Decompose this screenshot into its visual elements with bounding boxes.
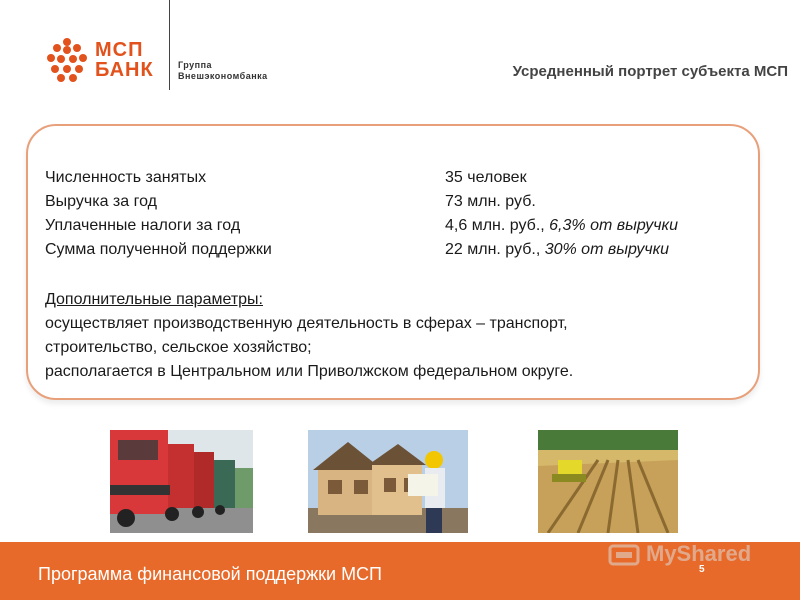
extra-line: строительство, сельское хозяйство; — [45, 339, 312, 356]
logo-line-2: БАНК — [95, 59, 154, 81]
row-value: 22 млн. руб., 30% от выручки — [445, 241, 670, 258]
extra-title: Дополнительные параметры: — [45, 291, 263, 308]
group-line-1: Группа — [178, 60, 213, 70]
row-value: 35 человек — [445, 169, 527, 186]
footer-text: Программа финансовой поддержки МСП — [38, 564, 382, 584]
slide-title: Усредненный портрет субъекта МСП — [512, 63, 788, 80]
row-label: Уплаченные налоги за год — [45, 217, 241, 234]
logo-wordmark — [95, 40, 154, 80]
row-value: 73 млн. руб. — [445, 193, 536, 210]
slide-header — [0, 0, 800, 120]
harvest-field-photo — [538, 430, 678, 533]
msp-bank-logo-icon — [45, 36, 89, 86]
trucks-photo — [110, 430, 253, 533]
logo-line-1: МСП — [95, 39, 144, 61]
watermark-icon — [608, 542, 642, 568]
watermark — [608, 540, 768, 570]
row-label: Сумма полученной поддержки — [45, 241, 272, 258]
row-label: Выручка за год — [45, 193, 157, 210]
extra-line: осуществляет производственную деятельность в сферах – транспорт, — [45, 315, 568, 332]
extra-parameters — [45, 288, 745, 384]
logo-group-text — [178, 60, 268, 82]
logo-divider — [169, 0, 170, 90]
row-value: 4,6 млн. руб., 6,3% от выручки — [445, 217, 678, 234]
page-number: 5 — [699, 564, 705, 575]
row-label: Численность занятых — [45, 169, 207, 186]
extra-line: располагается в Центральном или Приволжском федеральном округе. — [45, 363, 574, 380]
watermark-text: MyShared — [646, 541, 752, 566]
group-line-2: Внешэкономбанка — [178, 71, 268, 81]
construction-photo — [308, 430, 468, 533]
